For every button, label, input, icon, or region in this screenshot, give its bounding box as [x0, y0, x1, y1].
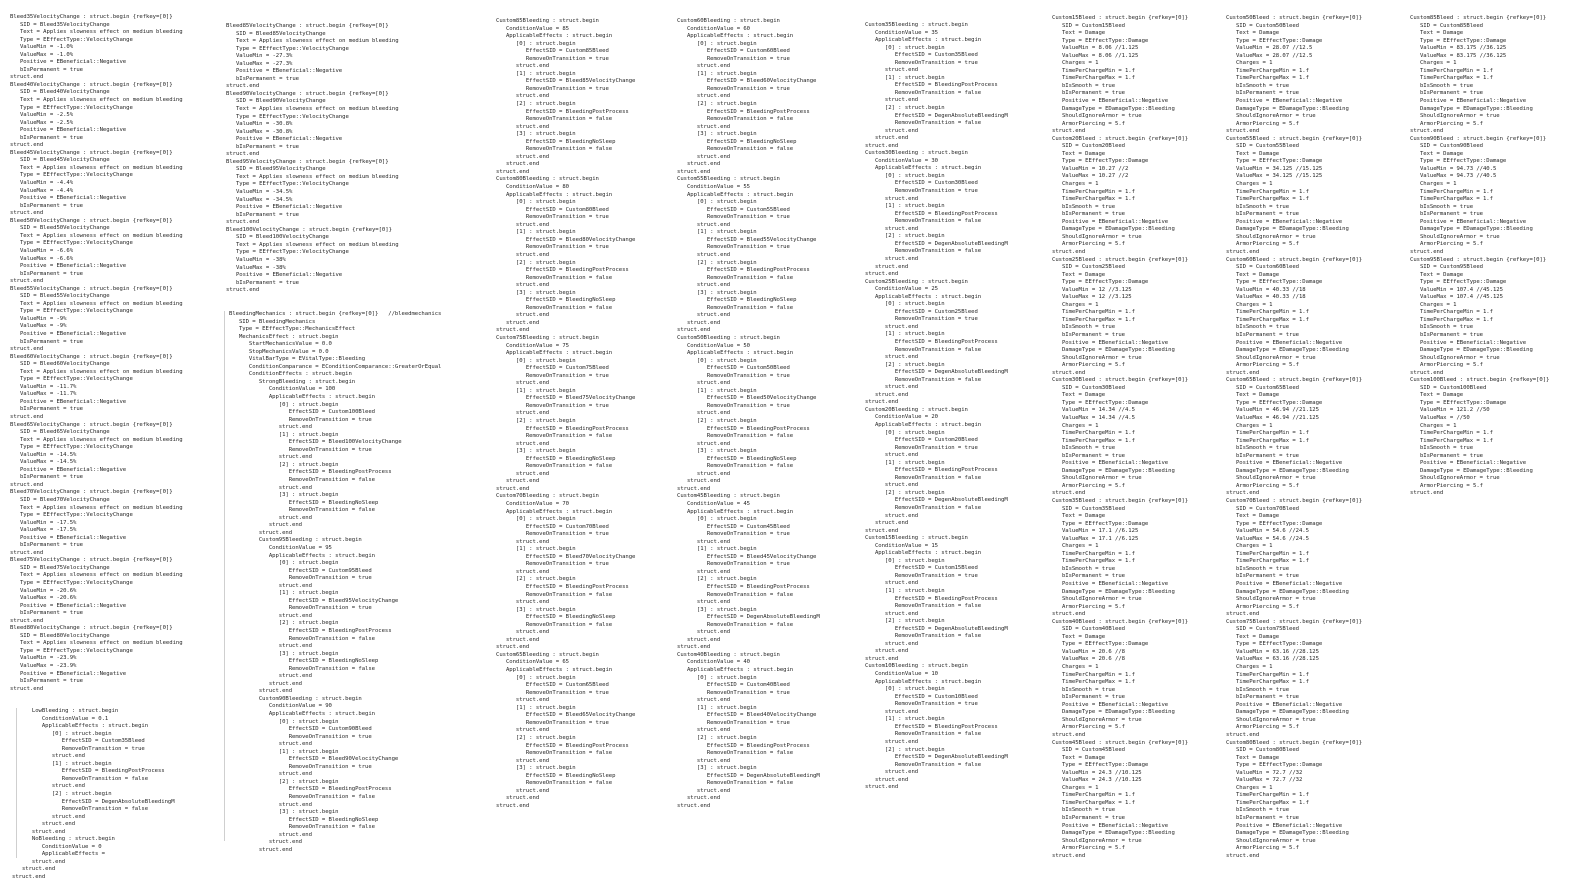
custom-bleeding-column-85-65: Custom85Bleeding : struct.begin ConditionValue = 85 ApplicableEffects : struct.begin [0] : struct.begin EffectSID = Custom85Bleed RemoveOnTransition = true struct.end [1] : struct.begin EffectSID = Bleed85VelocityChange RemoveOnTransition = true struct.end [2] : struct.begin EffectSID = BleedingPostProcess RemoveOnTransition = false struct.end [3] : struct.begin EffectSID = BleedingNoSleep RemoveOnTransition = false struct.end struct.end struct.end Custom80Bleeding : struct.begin ConditionValue = 80 ApplicableEffects : struct.begin [0] : struct.begin EffectSID = Custom80Bleed RemoveOnTransition = true struct.end [1] : struct.begin EffectSID = Bleed80VelocityChange RemoveOnTransition = true struct.end [2] : struct.begin EffectSID = BleedingPostProcess RemoveOnTransition = false struct.end [3] : struct.begin EffectSID = BleedingNoSleep RemoveOnTransition = false struct.end struct.end struct.end Custom75Bleeding : struct.begin ConditionValue = 75 ApplicableEffects : struct.begin [0] : struct.begin EffectSID = Custom75Bleed RemoveOnTransition = true struct.end [1] : struct.begin EffectSID = Bleed75VelocityChange RemoveOnTransition = true struct.end [2] : struct.begin EffectSID = BleedingPostProcess RemoveOnTransition = false struct.end [3] : struct.begin EffectSID = BleedingNoSleep RemoveOnTransition = false struct.end struct.end struct.end Custom70Bleeding : struct.begin ConditionValue = 70 ApplicableEffects : struct.begin [0] : struct.begin EffectSID = Custom70Bleed RemoveOnTransition = true struct.end [1] : struct.begin EffectSID = Bleed70VelocityChange RemoveOnTransition = true struct.end [2] : struct.begin EffectSID = BleedingPostProcess RemoveOnTransition = false struct.end [3] : struct.begin EffectSID = BleedingNoSleep RemoveOnTransition = false struct.end struct.end struct.end Custom65Bleeding : struct.begin ConditionValue = 65 ApplicableEffects : struct.begin [0] : struct.begin EffectSID = Custom65Bleed RemoveOnTransition = true struct.end [1] : struct.begin EffectSID = Bleed65VelocityChange RemoveOnTransition = true struct.end [2] : struct.begin EffectSID = BleedingPostProcess RemoveOnTransition = false struct.end [3] : struct.begin EffectSID = BleedingNoSleep RemoveOnTransition = false struct.end struct.end struct.end	[496, 18, 636, 809]
custom-bleed-damage-column-85-100: Custom85Bleed : struct.begin {refkey=[0]} SID = Custom85Bleed Text = Damage Type = EEffectType::Damage ValueMin = 83.175 //36.125 ValueMax = 83.175 //36.125 Charges = 1 TimePerChargeMin = 1.f TimePerChargeMax = 1.f bIsSmooth = true bIsPermanent = true Positive = EBeneficial::Negative DamageType = EDamageType::Bleeding ShouldIgnoreArmor = true ArmorPiercing = 5.f struct.end Custom90Bleed : struct.begin {refkey=[0]} SID = Custom90Bleed Text = Damage Type = EEffectType::Damage ValueMin = 94.73 //40.5 ValueMax = 94.73 //40.5 Charges = 1 TimePerChargeMin = 1.f TimePerChargeMax = 1.f bIsSmooth = true bIsPermanent = true Positive = EBeneficial::Negative DamageType = EDamageType::Bleeding ShouldIgnoreArmor = true ArmorPiercing = 5.f struct.end Custom95Bleed : struct.begin {refkey=[0]} SID = Custom95Bleed Text = Damage Type = EEffectType::Damage ValueMin = 107.4 //45.125 ValueMax = 107.4 //45.125 Charges = 1 TimePerChargeMin = 1.f TimePerChargeMax = 1.f bIsSmooth = true bIsPermanent = true Positive = EBeneficial::Negative DamageType = EDamageType::Bleeding ShouldIgnoreArmor = true ArmorPiercing = 5.f struct.end Custom100Bleed : struct.begin {refkey=[0]} SID = Custom100Bleed Text = Damage Type = EEffectType::Damage ValueMin = 121.2 //50 ValueMax = //50 Charges = 1 TimePerChargeMin = 1.f TimePerChargeMax = 1.f bIsSmooth = true bIsPermanent = true Positive = EBeneficial::Negative DamageType = EDamageType::Bleeding ShouldIgnoreArmor = true ArmorPiercing = 5.f struct.end	[1410, 15, 1550, 497]
bleeding-mechanics-block: BleedingMechanics : struct.begin {refkey=[0]} //bleedmechanics SID = BleedingMechanics Type = EEffectType::MechanicsEffect MechanicsEffect : struct.begin StartMechanicsValue = 0.0 StopMechanicsValue = 0.0 VitalBarType = EVitalType::Bleeding ConditionComparance = EConditionComparance::GreaterOrEqual ConditionEffects : struct.begin StrongBleeding : struct.begin ConditionValue = 100 ApplicableEffects : struct.begin [0] : struct.begin EffectSID = Custom100Bleed RemoveOnTransition = true struct.end [1] : struct.begin EffectSID = Bleed100VelocityChange RemoveOnTransition = true struct.end [2] : struct.begin EffectSID = BleedingPostProcess RemoveOnTransition = false struct.end [3] : struct.begin EffectSID = BleedingNoSleep RemoveOnTransition = false struct.end struct.end struct.end Custom95Bleeding : struct.begin ConditionValue = 95 ApplicableEffects : struct.begin [0] : struct.begin EffectSID = Custom95Bleed RemoveOnTransition = true struct.end [1] : struct.begin EffectSID = Bleed95VelocityChange RemoveOnTransition = true struct.end [2] : struct.begin EffectSID = BleedingPostProcess RemoveOnTransition = false struct.end [3] : struct.begin EffectSID = BleedingNoSleep RemoveOnTransition = false struct.end struct.end struct.end Custom90Bleeding : struct.begin ConditionValue = 90 ApplicableEffects : struct.begin [0] : struct.begin EffectSID = Custom90Bleed RemoveOnTransition = true struct.end [1] : struct.begin EffectSID = Bleed90VelocityChange RemoveOnTransition = true struct.end [2] : struct.begin EffectSID = BleedingPostProcess RemoveOnTransition = false struct.end [3] : struct.begin EffectSID = BleedingNoSleep RemoveOnTransition = false struct.end struct.end struct.end	[229, 311, 442, 853]
velocity-change-column: Bleed35VelocityChange : struct.begin {refkey=[0]} SID = Bleed35VelocityChange Text = Applies slowness effect on medium bleeding Type = EEffectType::VelocityChange ValueMin = -1.0% ValueMax = -1.0% Positive = EBeneficial::Negative bIsPermanent = true struct.end Bleed40VelocityChange : struct.begin {refkey=[0]} SID = Bleed40VelocityChange Text = Applies slowness effect on medium bleeding Type = EEffectType::VelocityChange ValueMin = -2.5% ValueMax = -2.5% Positive = EBeneficial::Negative bIsPermanent = true struct.end Bleed45VelocityChange : struct.begin {refkey=[0]} SID = Bleed45VelocityChange Text = Applies slowness effect on medium bleeding Type = EEffectType::VelocityChange ValueMin = -4.4% ValueMax = -4.4% Positive = EBeneficial::Negative bIsPermanent = true struct.end Bleed50VelocityChange : struct.begin {refkey=[0]} SID = Bleed50VelocityChange Text = Applies slowness effect on medium bleeding Type = EEffectType::VelocityChange ValueMin = -6.6% ValueMax = -6.6% Positive = EBeneficial::Negative bIsPermanent = true struct.end Bleed55VelocityChange : struct.begin {refkey=[0]} SID = Bleed55VelocityChange Text = Applies slowness effect on medium bleeding Type = EEffectType::VelocityChange ValueMin = -9% ValueMax = -9% Positive = EBeneficial::Negative bIsPermanent = true struct.end Bleed60VelocityChange : struct.begin {refkey=[0]} SID = Bleed60VelocityChange Text = Applies slowness effect on medium bleeding Type = EEffectType::VelocityChange ValueMin = -11.7% ValueMax = -11.7% Positive = EBeneficial::Negative bIsPermanent = true struct.end Bleed65VelocityChange : struct.begin {refkey=[0]} SID = Bleed65VelocityChange Text = Applies slowness effect on medium bleeding Type = EEffectType::VelocityChange ValueMin = -14.5% ValueMax = -14.5% Positive = EBeneficial::Negative bIsPermanent = true struct.end Bleed70VelocityChange : struct.begin {refkey=[0]} SID = Bleed70VelocityChange Text = Applies slowness effect on medium bleeding Type = EEffectType::VelocityChange ValueMin = -17.5% ValueMax = -17.5% Positive = EBeneficial::Negative bIsPermanent = true struct.end Bleed75VelocityChange : struct.begin {refkey=[0]} SID = Bleed75VelocityChange Text = Applies slowness effect on medium bleeding Type = EEffectType::VelocityChange ValueMin = -20.6% ValueMax = -20.6% Positive = EBeneficial::Negative bIsPermanent = true struct.end Bleed80VelocityChange : struct.begin {refkey=[0]} SID = Bleed80VelocityChange Text = Applies slowness effect on medium bleeding Type = EEffectType::VelocityChange ValueMin = -23.9% ValueMax = -23.9% Positive = EBeneficial::Negative bIsPermanent = true struct.end	[10, 14, 183, 692]
custom-bleed-damage-column-15-45: Custom15Bleed : struct.begin {refkey=[0]} SID = Custom15Bleed Text = Damage Type = EEffectType::Damage ValueMin = 8.06 //1.125 ValueMax = 8.06 //1.125 Charges = 1 TimePerChargeMin = 1.f TimePerChargeMax = 1.f bIsSmooth = true bIsPermanent = true Positive = EBeneficial::Negative DamageType = EDamageType::Bleeding ShouldIgnoreArmor = true ArmorPiercing = 5.f struct.end Custom20Bleed : struct.begin {refkey=[0]} SID = Custom20Bleed Text = Damage Type = EEffectType::Damage ValueMin = 10.27 //2 ValueMax = 10.27 //2 Charges = 1 TimePerChargeMin = 1.f TimePerChargeMax = 1.f bIsSmooth = true bIsPermanent = true Positive = EBeneficial::Negative DamageType = EDamageType::Bleeding ShouldIgnoreArmor = true ArmorPiercing = 5.f struct.end Custom25Bleed : struct.begin {refkey=[0]} SID = Custom25Bleed Text = Damage Type = EEffectType::Damage ValueMin = 12 //3.125 ValueMax = 12 //3.125 Charges = 1 TimePerChargeMin = 1.f TimePerChargeMax = 1.f bIsSmooth = true bIsPermanent = true Positive = EBeneficial::Negative DamageType = EDamageType::Bleeding ShouldIgnoreArmor = true ArmorPiercing = 5.f struct.end Custom30Bleed : struct.begin {refkey=[0]} SID = Custom30Bleed Text = Damage Type = EEffectType::Damage ValueMin = 14.34 //4.5 ValueMax = 14.34 //4.5 Charges = 1 TimePerChargeMin = 1.f TimePerChargeMax = 1.f bIsSmooth = true bIsPermanent = true Positive = EBeneficial::Negative DamageType = EDamageType::Bleeding ShouldIgnoreArmor = true ArmorPiercing = 5.f struct.end Custom35Bleed : struct.begin {refkey=[0]} SID = Custom35Bleed Text = Damage Type = EEffectType::Damage ValueMin = 17.1 //6.125 ValueMax = 17.1 //6.125 Charges = 1 TimePerChargeMin = 1.f TimePerChargeMax = 1.f bIsSmooth = true bIsPermanent = true Positive = EBeneficial::Negative DamageType = EDamageType::Bleeding ShouldIgnoreArmor = true ArmorPiercing = 5.f struct.end Custom40Bleed : struct.begin {refkey=[0]} SID = Custom40Bleed Text = Damage Type = EEffectType::Damage ValueMin = 20.6 //8 ValueMax = 20.6 //8 Charges = 1 TimePerChargeMin = 1.f TimePerChargeMax = 1.f bIsSmooth = true bIsPermanent = true Positive = EBeneficial::Negative DamageType = EDamageType::Bleeding ShouldIgnoreArmor = true ArmorPiercing = 5.f struct.end Custom45Bleed : struct.begin {refkey=[0]} SID = Custom45Bleed Text = Damage Type = EEffectType::Damage ValueMin = 24.3 //10.125 ValueMax = 24.3 //10.125 Charges = 1 TimePerChargeMin = 1.f TimePerChargeMax = 1.f bIsSmooth = true bIsPermanent = true Positive = EBeneficial::Negative DamageType = EDamageType::Bleeding ShouldIgnoreArmor = true ArmorPiercing = 5.f struct.end	[1052, 15, 1189, 859]
velocity-change-column-2: Bleed85VelocityChange : struct.begin {refkey=[0]} SID = Bleed85VelocityChange Text = Applies slowness effect on medium bleeding Type = EEffectType::VelocityChange ValueMin = -27.3% ValueMax = -27.3% Positive = EBeneficial::Negative bIsPermanent = true struct.end Bleed90VelocityChange : struct.begin {refkey=[0]} SID = Bleed90VelocityChange Text = Applies slowness effect on medium bleeding Type = EEffectType::VelocityChange ValueMin = -30.8% ValueMax = -30.8% Positive = EBeneficial::Negative bIsPermanent = true struct.end Bleed95VelocityChange : struct.begin {refkey=[0]} SID = Bleed95VelocityChange Text = Applies slowness effect on medium bleeding Type = EEffectType::VelocityChange ValueMin = -34.5% ValueMax = -34.5% Positive = EBeneficial::Negative bIsPermanent = true struct.end Bleed100VelocityChange : struct.begin {refkey=[0]} SID = Bleed100VelocityChange Text = Applies slowness effect on medium bleeding Type = EEffectType::VelocityChange ValueMin = -38% ValueMax = -38% Positive = EBeneficial::Negative bIsPermanent = true struct.end	[226, 23, 399, 294]
indent-guide	[224, 311, 225, 841]
low-bleeding-block: LowBleeding : struct.begin ConditionValue = 0.1 ApplicableEffects : struct.begin [0] : struct.begin EffectSID = Custom35Bleed RemoveOnTransition = true struct.end [1] : struct.begin EffectSID = BleedingPostProcess RemoveOnTransition = false struct.end [2] : struct.begin EffectSID = DegenAbsoluteBleedingM RemoveOnTransition = false struct.end struct.end struct.end NoBleeding : struct.begin ConditionValue = 0 ApplicableEffects = struct.end struct.end struct.end	[12, 708, 175, 881]
custom-bleed-damage-column-50-80: Custom50Bleed : struct.begin {refkey=[0]} SID = Custom50Bleed Text = Damage Type = EEffectType::Damage ValueMin = 28.07 //12.5 ValueMax = 28.07 //12.5 Charges = 1 TimePerChargeMin = 1.f TimePerChargeMax = 1.f bIsSmooth = true bIsPermanent = true Positive = EBeneficial::Negative DamageType = EDamageType::Bleeding ShouldIgnoreArmor = true ArmorPiercing = 5.f struct.end Custom55Bleed : struct.begin {refkey=[0]} SID = Custom55Bleed Text = Damage Type = EEffectType::Damage ValueMin = 34.125 //15.125 ValueMax = 34.125 //15.125 Charges = 1 TimePerChargeMin = 1.f TimePerChargeMax = 1.f bIsSmooth = true bIsPermanent = true Positive = EBeneficial::Negative DamageType = EDamageType::Bleeding ShouldIgnoreArmor = true ArmorPiercing = 5.f struct.end Custom60Bleed : struct.begin {refkey=[0]} SID = Custom60Bleed Text = Damage Type = EEffectType::Damage ValueMin = 40.33 //18 ValueMax = 40.33 //18 Charges = 1 TimePerChargeMin = 1.f TimePerChargeMax = 1.f bIsSmooth = true bIsPermanent = true Positive = EBeneficial::Negative DamageType = EDamageType::Bleeding ShouldIgnoreArmor = true ArmorPiercing = 5.f struct.end Custom65Bleed : struct.begin {refkey=[0]} SID = Custom65Bleed Text = Damage Type = EEffectType::Damage ValueMin = 46.94 //21.125 ValueMax = 46.94 //21.125 Charges = 1 TimePerChargeMin = 1.f TimePerChargeMax = 1.f bIsSmooth = true bIsPermanent = true Positive = EBeneficial::Negative DamageType = EDamageType::Bleeding ShouldIgnoreArmor = true ArmorPiercing = 5.f struct.end Custom70Bleed : struct.begin {refkey=[0]} SID = Custom70Bleed Text = Damage Type = EEffectType::Damage ValueMin = 54.6 //24.5 ValueMax = 54.6 //24.5 Charges = 1 TimePerChargeMin = 1.f TimePerChargeMax = 1.f bIsSmooth = true bIsPermanent = true Positive = EBeneficial::Negative DamageType = EDamageType::Bleeding ShouldIgnoreArmor = true ArmorPiercing = 5.f struct.end Custom75Bleed : struct.begin {refkey=[0]} SID = Custom75Bleed Text = Damage Type = EEffectType::Damage ValueMin = 63.16 //28.125 ValueMax = 63.16 //28.125 Charges = 1 TimePerChargeMin = 1.f TimePerChargeMax = 1.f bIsSmooth = true bIsPermanent = true Positive = EBeneficial::Negative DamageType = EDamageType::Bleeding ShouldIgnoreArmor = true ArmorPiercing = 5.f struct.end Custom80Bleed : struct.begin {refkey=[0]} SID = Custom80Bleed Text = Damage Type = EEffectType::Damage ValueMin = 72.7 //32 ValueMax = 72.7 //32 Charges = 1 TimePerChargeMin = 1.f TimePerChargeMax = 1.f bIsSmooth = true bIsPermanent = true Positive = EBeneficial::Negative DamageType = EDamageType::Bleeding ShouldIgnoreArmor = true ArmorPiercing = 5.f struct.end	[1226, 15, 1363, 859]
indent-guide	[16, 708, 17, 858]
custom-bleeding-column-60-40: Custom60Bleeding : struct.begin ConditionValue = 60 ApplicableEffects : struct.begin [0] : struct.begin EffectSID = Custom60Bleed RemoveOnTransition = true struct.end [1] : struct.begin EffectSID = Bleed60VelocityChange RemoveOnTransition = true struct.end [2] : struct.begin EffectSID = BleedingPostProcess RemoveOnTransition = false struct.end [3] : struct.begin EffectSID = BleedingNoSleep RemoveOnTransition = false struct.end struct.end struct.end Custom55Bleeding : struct.begin ConditionValue = 55 ApplicableEffects : struct.begin [0] : struct.begin EffectSID = Custom55Bleed RemoveOnTransition = true struct.end [1] : struct.begin EffectSID = Bleed55VelocityChange RemoveOnTransition = true struct.end [2] : struct.begin EffectSID = BleedingPostProcess RemoveOnTransition = false struct.end [3] : struct.begin EffectSID = BleedingNoSleep RemoveOnTransition = false struct.end struct.end struct.end Custom50Bleeding : struct.begin ConditionValue = 50 ApplicableEffects : struct.begin [0] : struct.begin EffectSID = Custom50Bleed RemoveOnTransition = true struct.end [1] : struct.begin EffectSID = Bleed50VelocityChange RemoveOnTransition = true struct.end [2] : struct.begin EffectSID = BleedingPostProcess RemoveOnTransition = false struct.end [3] : struct.begin EffectSID = BleedingNoSleep RemoveOnTransition = false struct.end struct.end struct.end Custom45Bleeding : struct.begin ConditionValue = 45 ApplicableEffects : struct.begin [0] : struct.begin EffectSID = Custom45Bleed RemoveOnTransition = true struct.end [1] : struct.begin EffectSID = Bleed45VelocityChange RemoveOnTransition = true struct.end [2] : struct.begin EffectSID = BleedingPostProcess RemoveOnTransition = false struct.end [3] : struct.begin EffectSID = DegenAbsoluteBleedingM RemoveOnTransition = false struct.end struct.end struct.end Custom40Bleeding : struct.begin ConditionValue = 40 ApplicableEffects : struct.begin [0] : struct.begin EffectSID = Custom40Bleed RemoveOnTransition = true struct.end [1] : struct.begin EffectSID = Bleed40VelocityChange RemoveOnTransition = true struct.end [2] : struct.begin EffectSID = BleedingPostProcess RemoveOnTransition = false struct.end [3] : struct.begin EffectSID = DegenAbsoluteBleedingM RemoveOnTransition = false struct.end struct.end struct.end	[677, 18, 820, 809]
custom-bleeding-column-35-10: Custom35Bleeding : struct.begin ConditionValue = 35 ApplicableEffects : struct.begin [0] : struct.begin EffectSID = Custom35Bleed RemoveOnTransition = true struct.end [1] : struct.begin EffectSID = BleedingPostProcess RemoveOnTransition = false struct.end [2] : struct.begin EffectSID = DegenAbsoluteBleedingM RemoveOnTransition = false struct.end struct.end struct.end Custom30Bleeding : struct.begin ConditionValue = 30 ApplicableEffects : struct.begin [0] : struct.begin EffectSID = Custom30Bleed RemoveOnTransition = true struct.end [1] : struct.begin EffectSID = BleedingPostProcess RemoveOnTransition = false struct.end [2] : struct.begin EffectSID = DegenAbsoluteBleedingM RemoveOnTransition = false struct.end struct.end struct.end Custom25Bleeding : struct.begin ConditionValue = 25 ApplicableEffects : struct.begin [0] : struct.begin EffectSID = Custom25Bleed RemoveOnTransition = true struct.end [1] : struct.begin EffectSID = BleedingPostProcess RemoveOnTransition = false struct.end [2] : struct.begin EffectSID = DegenAbsoluteBleedingM RemoveOnTransition = false struct.end struct.end struct.end Custom20Bleeding : struct.begin ConditionValue = 20 ApplicableEffects : struct.begin [0] : struct.begin EffectSID = Custom20Bleed RemoveOnTransition = true struct.end [1] : struct.begin EffectSID = BleedingPostProcess RemoveOnTransition = false struct.end [2] : struct.begin EffectSID = DegenAbsoluteBleedingM RemoveOnTransition = false struct.end struct.end struct.end Custom15Bleeding : struct.begin ConditionValue = 15 ApplicableEffects : struct.begin [0] : struct.begin EffectSID = Custom15Bleed RemoveOnTransition = true struct.end [1] : struct.begin EffectSID = BleedingPostProcess RemoveOnTransition = false struct.end [2] : struct.begin EffectSID = DegenAbsoluteBleedingM RemoveOnTransition = false struct.end struct.end struct.end Custom10Bleeding : struct.begin ConditionValue = 10 ApplicableEffects : struct.begin [0] : struct.begin EffectSID = Custom10Bleed RemoveOnTransition = true struct.end [1] : struct.begin EffectSID = BleedingPostProcess RemoveOnTransition = false struct.end [2] : struct.begin EffectSID = DegenAbsoluteBleedingM RemoveOnTransition = false struct.end struct.end struct.end	[865, 22, 1008, 791]
